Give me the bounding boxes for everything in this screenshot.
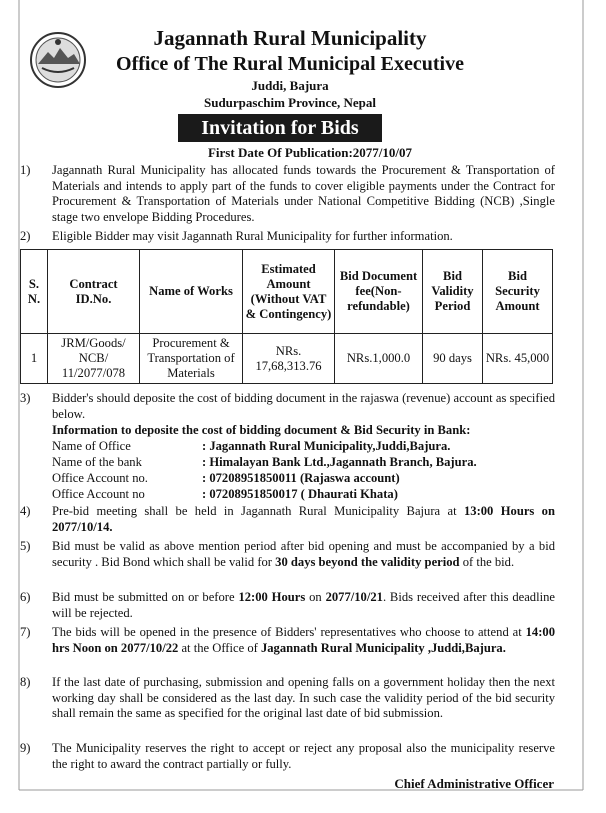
municipality-emblem-logo [28, 30, 88, 90]
clause-text: Jagannath Rural Municipality has allocated funds towards the Procurement & Transportation of Materials and intends to apply part of the funds to cover eligible payments under the Contract for Procurement & Transportation of Materials under National Competitive Bidding (NCB) ,Single stage two envelope Bidding Procedures. [52, 163, 555, 224]
header-cell-security: Bid Security Amount [483, 250, 553, 334]
account-2-value: : 07208951850017 ( Dhaurati Khata) [202, 487, 398, 501]
header-cell-doc-fee: Bid Document fee(Non-refundable) [335, 250, 423, 334]
clause-text: Bidder's should deposite the cost of bidding document in the rajaswa (revenue) account as specified below. [52, 391, 555, 421]
clause-number: 1) [20, 163, 31, 177]
header-cell-validity: Bid Validity Period [423, 250, 483, 334]
clause-number: 8) [20, 675, 31, 689]
header-cell-estimate: Estimated Amount (Without VAT & Contingency) [243, 250, 335, 334]
bid-table [20, 249, 553, 384]
clause-text: Pre-bid meeting shall be held in Jagannath Rural Municipality Bajura at 13:00 Hours on 2077/10/14. [52, 504, 555, 534]
clause-text: The bids will be opened in the presence of Bidders' representatives who choose to attend at 14:00 hrs Noon on 2077/10/22 at the Office of Jagannath Rural Municipality ,Juddi,Bajura. [52, 625, 555, 655]
clause-text: Bid must be valid as above mention period after bid opening and must be accompanied by a bid security . Bid Bond which shall be valid for 30 days beyond the validity period of the bid. [52, 539, 555, 569]
bank-value: : Himalayan Bank Ltd.,Jagannath Branch, Bajura. [202, 455, 477, 469]
clause-number: 2) [20, 229, 31, 243]
cell-security: NRs. 45,000 [483, 334, 553, 384]
clause-number: 3) [20, 391, 31, 405]
clause-number: 7) [20, 625, 31, 639]
cell-validity: 90 days [423, 334, 483, 384]
clause-4 [20, 504, 555, 535]
clause-3 [20, 391, 555, 422]
table-row [21, 334, 553, 384]
clause-number: 5) [20, 539, 31, 553]
cell-contract-id: JRM/Goods/ NCB/ 11/2077/078 [48, 334, 140, 384]
account-1-value: : 07208951850011 (Rajaswa account) [202, 471, 400, 485]
clause-7 [20, 625, 555, 656]
province-name: Sudurpaschim Province, Nepal [203, 95, 377, 110]
office-label: Name of Office [52, 439, 131, 453]
municipality-name: Jagannath Rural Municipality [153, 26, 427, 50]
bank-heading-text: Information to deposite the cost of bidding document & Bid Security in Bank: [52, 423, 471, 437]
clause-text: The Municipality reserves the right to accept or reject any proposal also the municipality reserve the right to award the contract partially or fully. [52, 741, 555, 771]
office-name: Office of The Rural Municipal Executive [116, 53, 464, 75]
header-cell-works: Name of Works [140, 250, 243, 334]
office-location: Juddi, Bajura [251, 78, 329, 93]
clause-8 [20, 675, 555, 722]
clause-1 [20, 163, 555, 225]
cell-estimate: NRs. 17,68,313.76 [243, 334, 335, 384]
signatory-title: Chief Administrative Officer [394, 776, 554, 791]
bank-heading [52, 423, 562, 439]
clause-9 [20, 741, 555, 772]
clause-6 [20, 590, 555, 621]
office-value: : Jagannath Rural Municipality,Juddi,Bajura. [202, 439, 451, 453]
clause-text: If the last date of purchasing, submission and opening falls on a government holiday then the next working day shall be considered as the last day. In such case the validity period of the bid security shall remain the same as specified for the original last date of bid submission. [52, 675, 555, 720]
cell-doc-fee: NRs.1,000.0 [335, 334, 423, 384]
header-cell-sn: S. N. [21, 250, 48, 334]
cell-works: Procurement & Transportation of Materials [140, 334, 243, 384]
notice-title: Invitation for Bids [178, 114, 382, 142]
account-2-label: Office Account no [52, 487, 145, 501]
account-1-label: Office Account no. [52, 471, 148, 485]
clause-number: 4) [20, 504, 31, 518]
clause-text: Eligible Bidder may visit Jagannath Rural Municipality for further information. [52, 229, 453, 243]
table-header-row [21, 250, 553, 334]
cell-sn: 1 [21, 334, 48, 384]
publication-date: First Date Of Publication:2077/10/07 [207, 145, 412, 160]
clause-number: 9) [20, 741, 31, 755]
clause-number: 6) [20, 590, 31, 604]
clause-5 [20, 539, 555, 570]
header-cell-contract-id: Contract ID.No. [48, 250, 140, 334]
bank-label: Name of the bank [52, 455, 142, 469]
clause-text: Bid must be submitted on or before 12:00 Hours on 2077/10/21. Bids received after this deadline will be rejected. [52, 590, 555, 620]
clause-2 [20, 229, 555, 245]
